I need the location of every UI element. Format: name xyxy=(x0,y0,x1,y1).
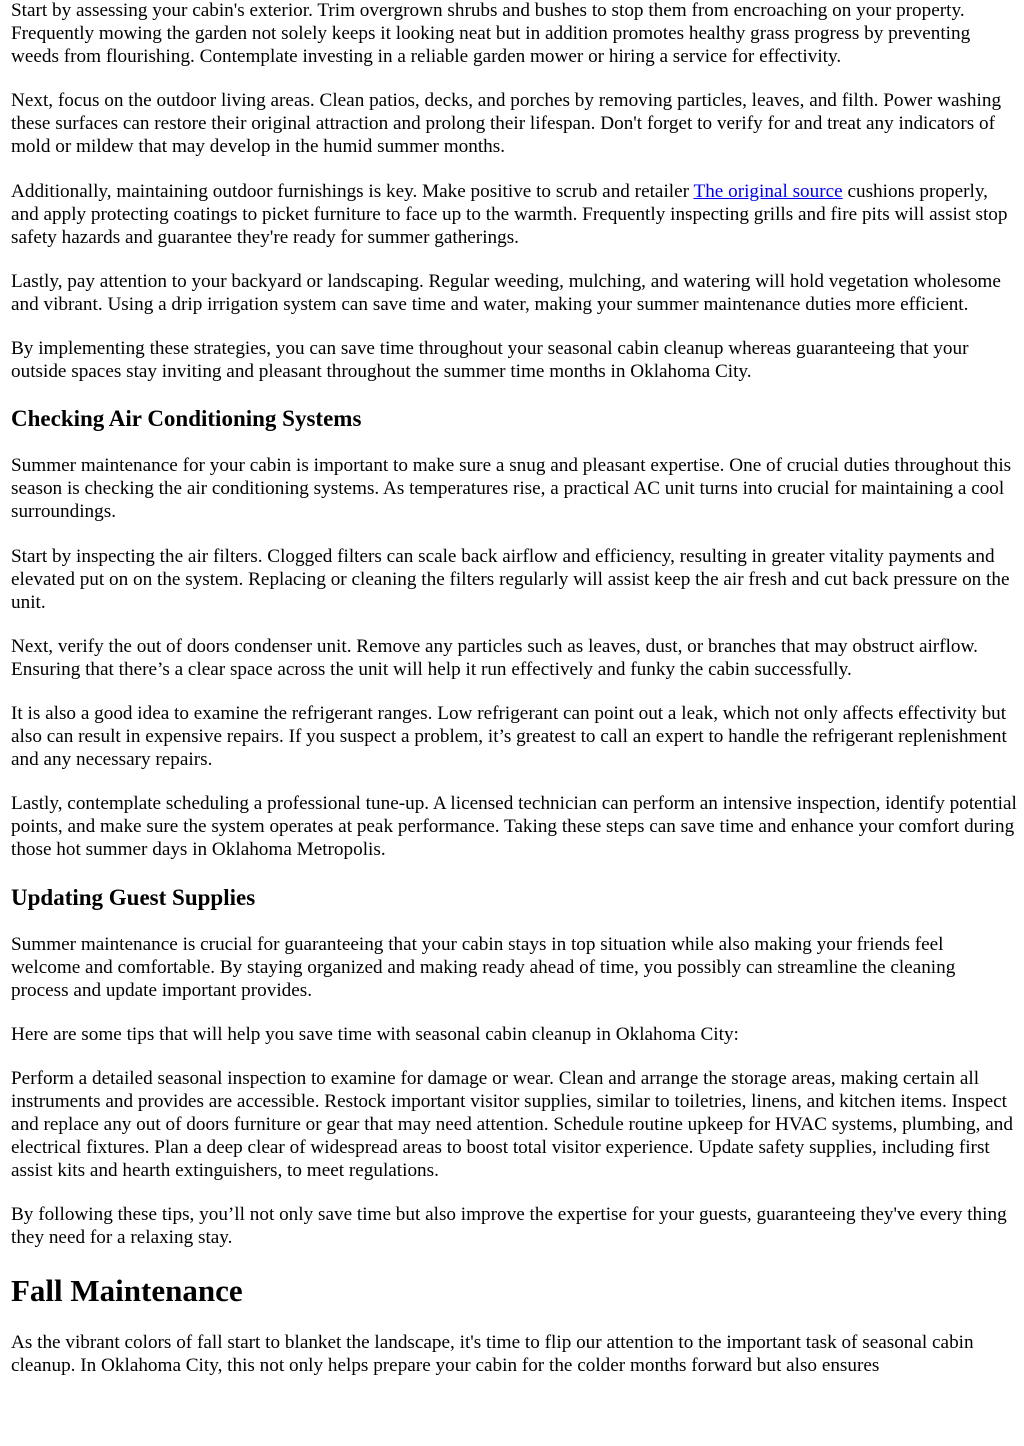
paragraph-landscaping: Lastly, pay attention to your backyard or landscaping. Regular weeding, mulching, and watering will hold vegetation wholesome and vibrant. Using a drip irrigation system can save time and water, making your summer maintenance duties more efficient. xyxy=(11,270,1001,315)
paragraph-guest-intro: Summer maintenance is crucial for guaranteeing that your cabin stays in top situation while also making your friends feel welcome and comfortable. By staying organized and making ready ahead of time, you possibly can streamline the cleaning process and update important provides. xyxy=(11,933,956,1001)
paragraph-exterior: Start by assessing your cabin's exterior. Trim overgrown shrubs and bushes to stop them from encroaching on your property. Frequently mowing the garden not solely keeps it looking neat but in addition promotes healthy grass progress by preventing weeds from flourishing. Contemplate investing in a reliable garden mower or hiring a service for effectivity. xyxy=(11,0,971,68)
heading-air-conditioning: Checking Air Conditioning Systems xyxy=(11,406,362,432)
heading-guest-supplies: Updating Guest Supplies xyxy=(11,884,256,910)
paragraph-outdoor-furnishings xyxy=(11,180,1017,249)
paragraph-fall-intro: As the vibrant colors of fall start to blanket the landscape, it's time to flip our attention to the important task of seasonal cabin cleanup. In Oklahoma City, this not only helps prepare your cabin for the colder months forward but also ensures xyxy=(11,1331,974,1376)
paragraph-text: Additionally, maintaining outdoor furnishings is key. Make positive to scrub and retailer xyxy=(11,180,694,202)
paragraph-tips-conclusion: By following these tips, you’ll not only save time but also improve the expertise for your guests, guaranteeing they've every thing they need for a relaxing stay. xyxy=(11,1204,1007,1249)
paragraph-tips-list: Perform a detailed seasonal inspection to examine for damage or wear. Clean and arrange the storage areas, making certain all instruments and provides are accessible. Restock important visitor supplies, similar to toiletries, linens, and kitchen items. Inspect and replace any out of doors furniture or gear that may need attention. Schedule routine upkeep for HVAC systems, plumbing, and electrical fixtures. Plan a deep clear of widespread areas to boost total visitor experience. Update safety supplies, including first assist kits and hearth extinguishers, to meet regulations. xyxy=(11,1067,1013,1182)
paragraph-tune-up: Lastly, contemplate scheduling a professional tune-up. A licensed technician can perform an intensive inspection, identify potential points, and make sure the system operates at peak performance. Taking these steps can save time and enhance your comfort during those hot summer days in Oklahoma Metropolis. xyxy=(11,793,1017,861)
paragraph-outdoor-living: Next, focus on the outdoor living areas. Clean patios, decks, and porches by removing particles, leaves, and filth. Power washing these surfaces can restore their original attraction and prolong their lifespan. Don't forget to verify for and treat any indicators of mold or mildew that may develop in the humid summer months. xyxy=(11,90,1002,158)
original-source-link[interactable]: The original source xyxy=(693,180,843,202)
paragraph-condenser: Next, verify the out of doors condenser unit. Remove any particles such as leaves, dust, or branches that may obstruct airflow. Ensuring that there’s a clear space across the unit will help it run effectively and funky the cabin successfully. xyxy=(11,635,978,680)
paragraph-text: cushions properly, and apply protecting coatings to picket furniture to face up to the warmth. Frequently inspecting grills and fire pits will assist stop safety hazards and guarantee they're ready for summer gatherings. xyxy=(11,180,1008,248)
article-body xyxy=(11,0,1017,1398)
paragraph-air-filters: Start by inspecting the air filters. Clogged filters can scale back airflow and efficiency, resulting in greater vitality payments and elevated put on on the system. Replacing or cleaning the filters regularly will assist keep the air fresh and cut back pressure on the unit. xyxy=(11,545,1010,613)
paragraph-refrigerant: It is also a good idea to examine the refrigerant ranges. Low refrigerant can point out a leak, which not only affects effectivity but also can result in expensive repairs. If you suspect a problem, it’s greatest to call an expert to handle the refrigerant replenishment and any necessary repairs. xyxy=(11,702,1007,771)
paragraph-tips-intro: Here are some tips that will help you save time with seasonal cabin cleanup in Oklahoma City: xyxy=(11,1023,739,1045)
paragraph-strategies: By implementing these strategies, you can save time throughout your seasonal cabin cleanup whereas guaranteeing that your outside spaces stay inviting and pleasant throughout the summer time months in Oklahoma City. xyxy=(11,338,969,383)
paragraph-ac-intro: Summer maintenance for your cabin is important to make sure a snug and pleasant expertise. One of crucial duties throughout this season is checking the air conditioning systems. As temperatures rise, a practical AC unit turns into crucial for maintaining a cool surroundings. xyxy=(11,455,1012,523)
heading-fall-maintenance: Fall Maintenance xyxy=(11,1272,243,1308)
